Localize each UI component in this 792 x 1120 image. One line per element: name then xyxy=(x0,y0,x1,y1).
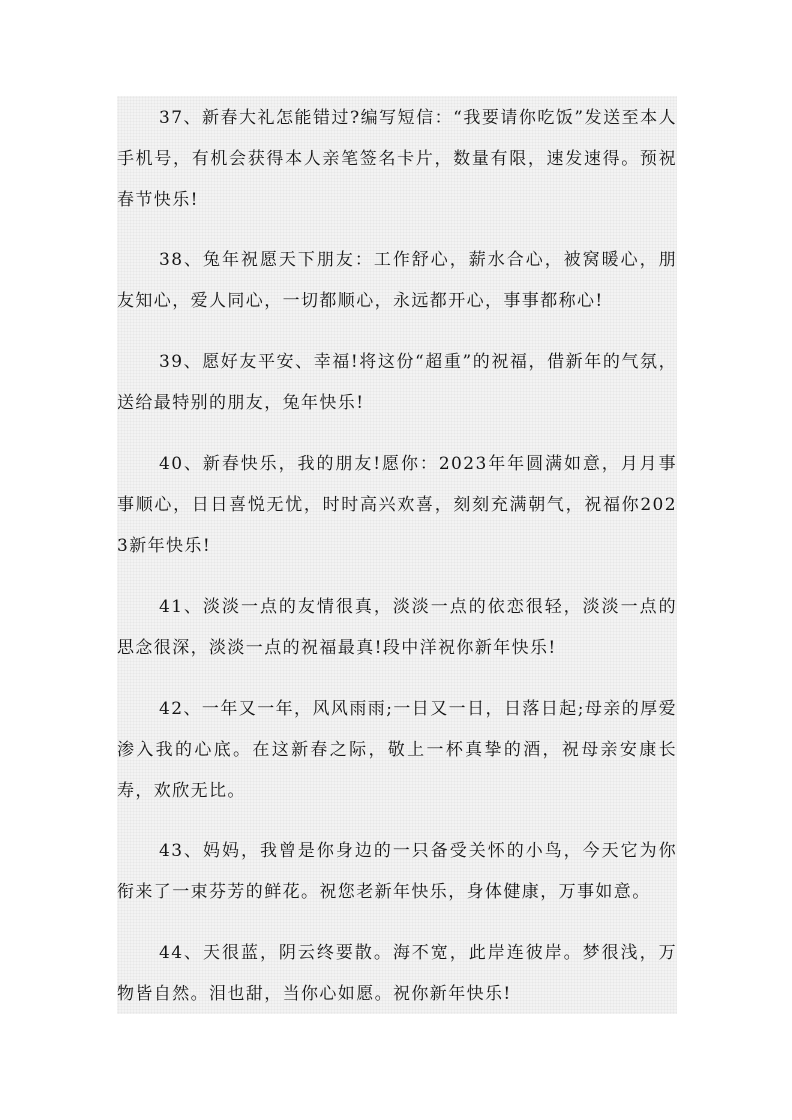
greeting-paragraph-44: 44、天很蓝，阴云终要散。海不宽，此岸连彼岸。梦很浅，万物皆自然。泪也甜，当你心如愿。祝你新年快乐! xyxy=(117,943,677,1004)
greeting-paragraph-42: 42、一年又一年，风风雨雨;一日又一日，日落日起;母亲的厚爱渗入我的心底。在这新春之际，敬上一杯真挚的酒，祝母亲安康长寿，欢欣无比。 xyxy=(117,699,677,801)
greeting-paragraph-40: 40、新春快乐，我的朋友!愿你：2023年年圆满如意，月月事事顺心，日日喜悦无忧，时时高兴欢喜，刻刻充满朝气，祝福你2023新年快乐! xyxy=(117,454,677,556)
greeting-paragraph-37: 37、新春大礼怎能错过?编写短信：“我要请你吃饭”发送至本人手机号，有机会获得本人亲笔签名卡片，数量有限，速发速得。预祝春节快乐! xyxy=(117,108,677,210)
greeting-paragraph-39: 39、愿好友平安、幸福!将这份“超重”的祝福，借新年的气氛，送给最特别的朋友，兔年快乐! xyxy=(117,352,677,413)
greeting-list xyxy=(117,96,677,1014)
greeting-paragraph-43: 43、妈妈，我曾是你身边的一只备受关怀的小鸟，今天它为你衔来了一束芬芳的鲜花。祝您老新年快乐，身体健康，万事如意。 xyxy=(117,841,677,902)
greeting-paragraph-38: 38、兔年祝愿天下朋友：工作舒心，薪水合心，被窝暖心，朋友知心，爱人同心，一切都顺心，永远都开心，事事都称心! xyxy=(117,250,677,311)
greeting-paragraph-41: 41、淡淡一点的友情很真，淡淡一点的依恋很轻，淡淡一点的思念很深，淡淡一点的祝福最真!段中洋祝你新年快乐! xyxy=(117,597,677,658)
